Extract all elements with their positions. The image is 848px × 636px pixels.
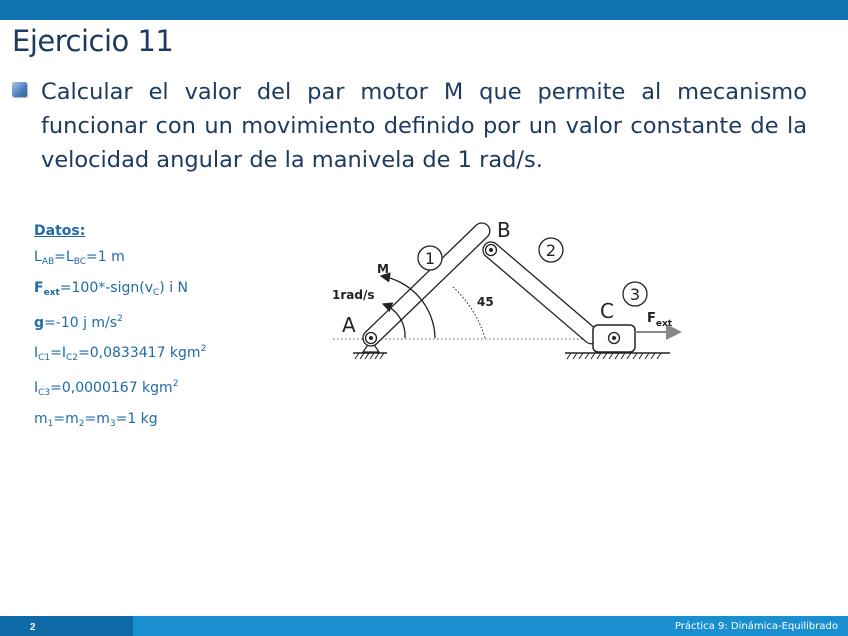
data-row-force: $F_{ext}=100*-sign(v_C)$ i N	[34, 280, 189, 298]
data-row-masses: $m_1=m_2=m_3=1$ kg	[34, 411, 158, 429]
ground-c	[565, 353, 670, 359]
footer-bar	[0, 616, 848, 636]
problem-statement: Calcular el valor del par motor M que permite al mecanismo funcionar con un movimiento definido por un valor constante de la velocidad angular de la manivela de 1 rad/s.	[41, 79, 807, 173]
data-row-gravity: g=-10 j $m/s^2$	[34, 314, 123, 331]
page-number: 2	[30, 622, 36, 633]
data-block	[34, 218, 206, 437]
data-row-inertia-links: $I_{C1}=I_{C2}=0,0833417$ kgm$^2$	[34, 344, 207, 363]
label-point-b: B	[497, 218, 511, 242]
label-link-1: 1	[424, 249, 436, 268]
label-angle: 45	[477, 295, 494, 309]
data-row-inertia-slider: $I_{C3}=0,0000167$ kgm$^2$	[34, 379, 179, 398]
bullet-icon	[12, 82, 27, 97]
data-heading: Datos:	[34, 223, 86, 239]
slide-title: Ejercicio 11	[12, 24, 174, 58]
link-1	[360, 220, 493, 350]
data-row-lengths: $L_{AB}=L_{BC}=1$ m	[34, 249, 125, 267]
label-torque: M	[377, 262, 389, 276]
label-link-3: 3	[629, 285, 641, 304]
mechanism-diagram	[325, 212, 695, 372]
footer-section-title: Práctica 9: Dinámica-Equilibrado	[674, 621, 838, 632]
label-force: $F_{ext}$	[647, 311, 673, 329]
label-point-c: C	[600, 299, 614, 323]
label-omega: 1rad/s	[332, 288, 375, 302]
page-number-box	[0, 616, 133, 636]
label-point-a: A	[342, 313, 356, 337]
header-band	[0, 0, 848, 20]
label-link-2: 2	[545, 241, 557, 260]
